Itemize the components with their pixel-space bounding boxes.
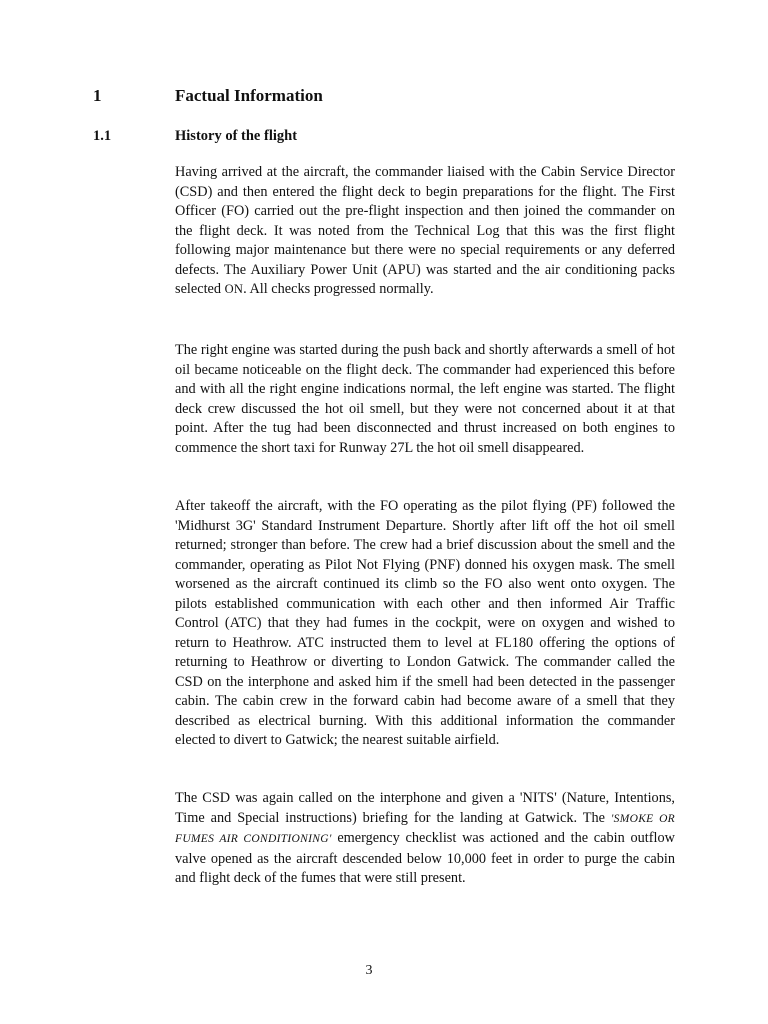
- subsection-number: 1.1: [93, 128, 112, 144]
- on-setting-text: ON: [224, 282, 244, 296]
- checklist-name: 'SMOKE OR FUMES AIR CONDITIONING': [175, 812, 675, 845]
- paragraph-1-text-a: Having arrived at the aircraft, the commander liaised with the Cabin Service Director (CSD) and then entered the flight deck to begin preparations for the flight. The First Officer (FO) carried out the pre-flight inspection and then joined the commander on the flight deck. It was noted from the Technical Log that this was the first flight following major maintenance but there were no special requirements or any deferred defects. The Auxiliary Power Unit (APU) was started and the air conditioning packs selected: [175, 164, 675, 297]
- paragraph-1: [175, 163, 675, 300]
- paragraph-4-text-b: emergency checklist was actioned and the cabin outflow valve opened as the aircraft descended below 10,000 feet in order to purge the cabin and flight deck of the fumes that were still present.: [175, 830, 675, 886]
- paragraph-4: [175, 789, 675, 889]
- section-number: 1: [93, 86, 102, 105]
- paragraph-3: After takeoff the aircraft, with the FO operating as the pilot flying (PF) followed the 'Midhurst 3G' Standard Instrument Departure. Shortly after lift off the hot oil smell returned; stronger than before. The crew had a brief discussion about the smell and the commander, operating as Pilot Not Flying (PNF) donned his oxygen mask. The smell worsened as the aircraft continued its climb so the FO also went onto oxygen. The pilots established communication with each other and then informed Air Traffic Control (ATC) that they had fumes in the cockpit, were on oxygen and wished to return to Heathrow. ATC instructed them to level at FL180 offering the options of returning to Heathrow or diverting to London Gatwick. The commander called the CSD on the interphone and asked him if the smell had been detected in the passenger cabin. The cabin crew in the forward cabin had become aware of a smell that they described as electrical burning. With this additional information the commander elected to divert to Gatwick; the nearest suitable airfield.: [175, 498, 675, 748]
- section-title: Factual Information: [175, 86, 323, 105]
- paragraph-2: The right engine was started during the push back and shortly afterwards a smell of hot oil became noticeable on the flight deck. The commander had experienced this before and with all the right engine indications normal, the left engine was started. The flight deck crew discussed the hot oil smell, but they were not concerned about it at that point. After the tug had been disconnected and thrust increased on both engines to commence the short taxi for Runway 27L the hot oil smell disappeared.: [175, 342, 675, 456]
- paragraph-4-text-a: The CSD was again called on the interphone and given a 'NITS' (Nature, Intentions, Time and Special instructions) briefing for the landing at Gatwick. The: [175, 790, 675, 826]
- paragraph-1-text-b: . All checks progressed normally.: [243, 281, 434, 297]
- subsection-title: History of the flight: [175, 128, 298, 144]
- page-number: 3: [365, 963, 373, 978]
